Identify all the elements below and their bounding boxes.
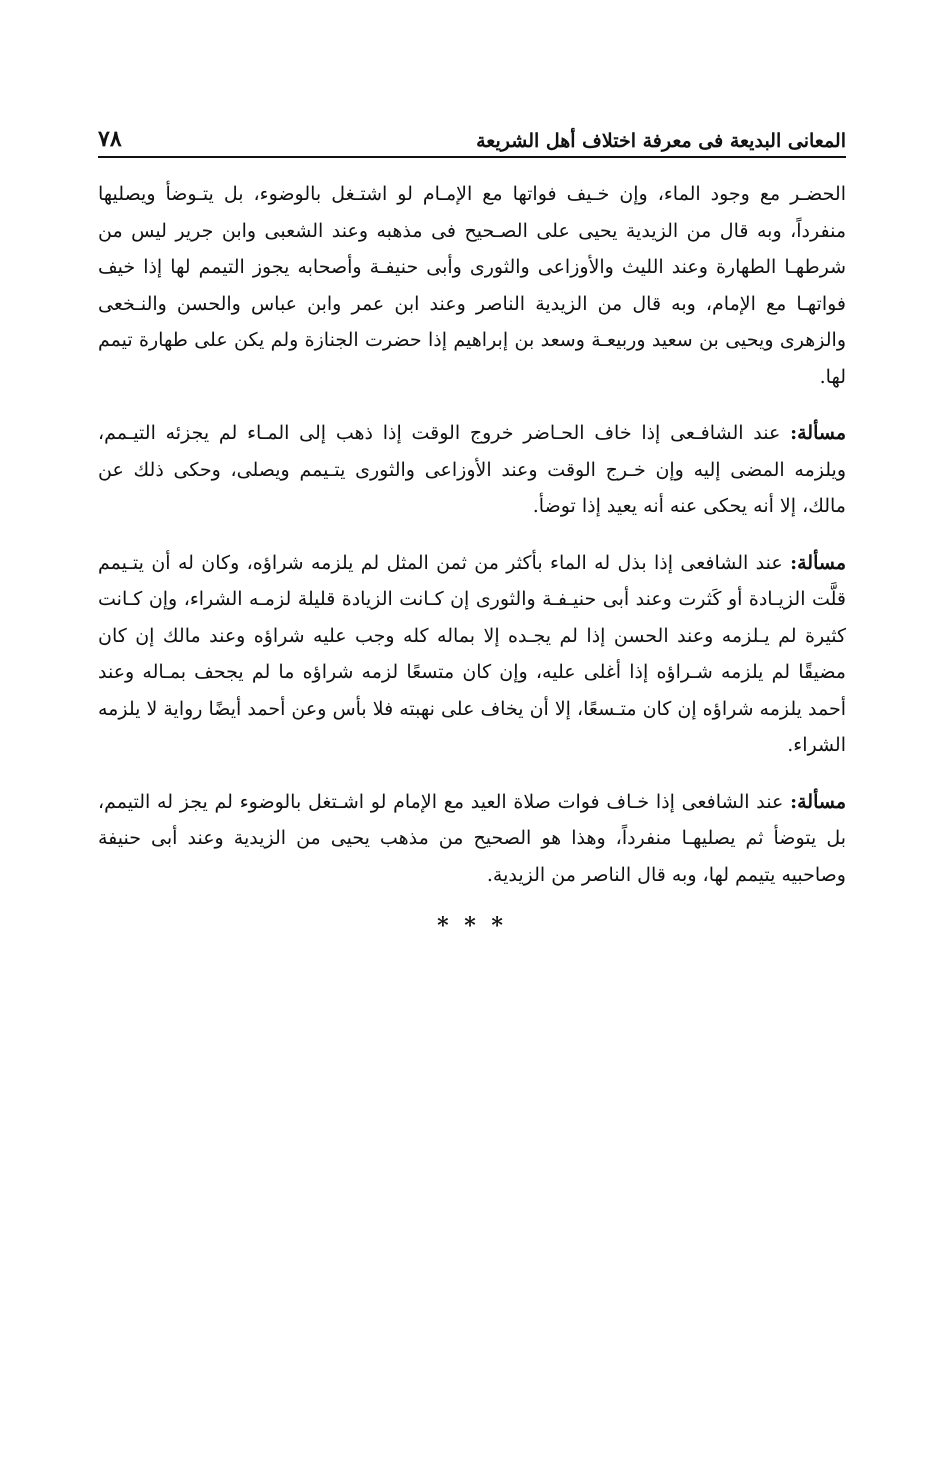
masala-heading: مسألة: — [790, 422, 846, 444]
paragraph-text: عند الشافـعى إذا خاف الحـاضر خروج الوقت إذا ذهب إلى المـاء لم يجزئه التيـمم، ويلزمه المضى إليه وإن خـرج الوقت وعند الأوزاعى والثورى يتـيمم ويصلى، وحكى ذلك عن مالك، إلا أنه يحكى عنه أنه يعيد إذا توضأ. — [98, 422, 846, 517]
page-number: ٧٨ — [98, 126, 122, 152]
section-separator: * * * — [437, 913, 507, 939]
paragraph-continuation — [98, 176, 846, 395]
document-page — [98, 118, 846, 939]
page-header — [98, 118, 846, 158]
paragraph-text: عند الشافعى إذا بذل له الماء بأكثر من ثمن المثل لم يلزمه شراؤه، وكان له أن يتـيمم قلَّت الزيـادة أو كَثرت وعند أبى حنيـفـة والثورى إن كـانت الزيادة قليلة لزمـه الشراء، وإن كـانت كثيرة لم يـلزمه وعند الحسن إذا لم يجـده إلا بماله كله وجب عليه شراؤه وعند مالك إن كان مضيقًا لم يلزمه شـراؤه إذا أغلى عليه، وإن كان متسعًا لزمه شراؤه ما لم يجحف بمـاله وعند أحمد يلزمه شراؤه إن كان متـسعًا، إلا أن يخاف على نهبته فلا بأس وعن أحمد أيضًا رواية لا يلزمه الشراء. — [98, 551, 846, 756]
paragraph-masala — [98, 415, 846, 525]
paragraph-masala — [98, 784, 846, 894]
paragraph-text: الحضـر مع وجود الماء، وإن خـيف فواتها مع الإمـام لو اشتـغل بالوضوء، بل يتـوضأ ويصليها منفرداً، وبه قال من الزيدية يحيى على الصـحيح فى مذهبه وعند الشعبى وابن جرير ليس من شرطهـا الطهارة وعند الليث والأوزاعى والثورى وأبى حنيفـة وأصحابه يجوز التيمم لها إذا خيف فواتهـا مع الإمام، وبه قال من الزيدية الناصر وعند ابن عمر وابن عباس والحسن والنـخعى والزهرى ويحيى بن سعيد وربيعـة وسعد بن إبراهيم إذا حضرت الجنازة ولم يكن على طهارة تيمم لها. — [98, 183, 846, 388]
book-title: المعانى البديعة فى معرفة اختلاف أهل الشريعة — [476, 130, 846, 152]
masala-heading: مسألة: — [790, 551, 846, 574]
body-text — [98, 176, 846, 893]
paragraph-text: عند الشافعى إذا خـاف فوات صلاة العيد مع الإمام لو اشـتغل بالوضوء لم يجز له التيمم، بل يتوضأ ثم يصليهـا منفرداً، وهذا هو الصحيح من مذهب يحيى من الزيدية وعند أبى حنيفة وصاحبيه يتيمم لها، وبه قال الناصر من الزيدية. — [98, 790, 846, 886]
masala-heading: مسألة: — [790, 790, 846, 813]
paragraph-masala — [98, 545, 846, 764]
